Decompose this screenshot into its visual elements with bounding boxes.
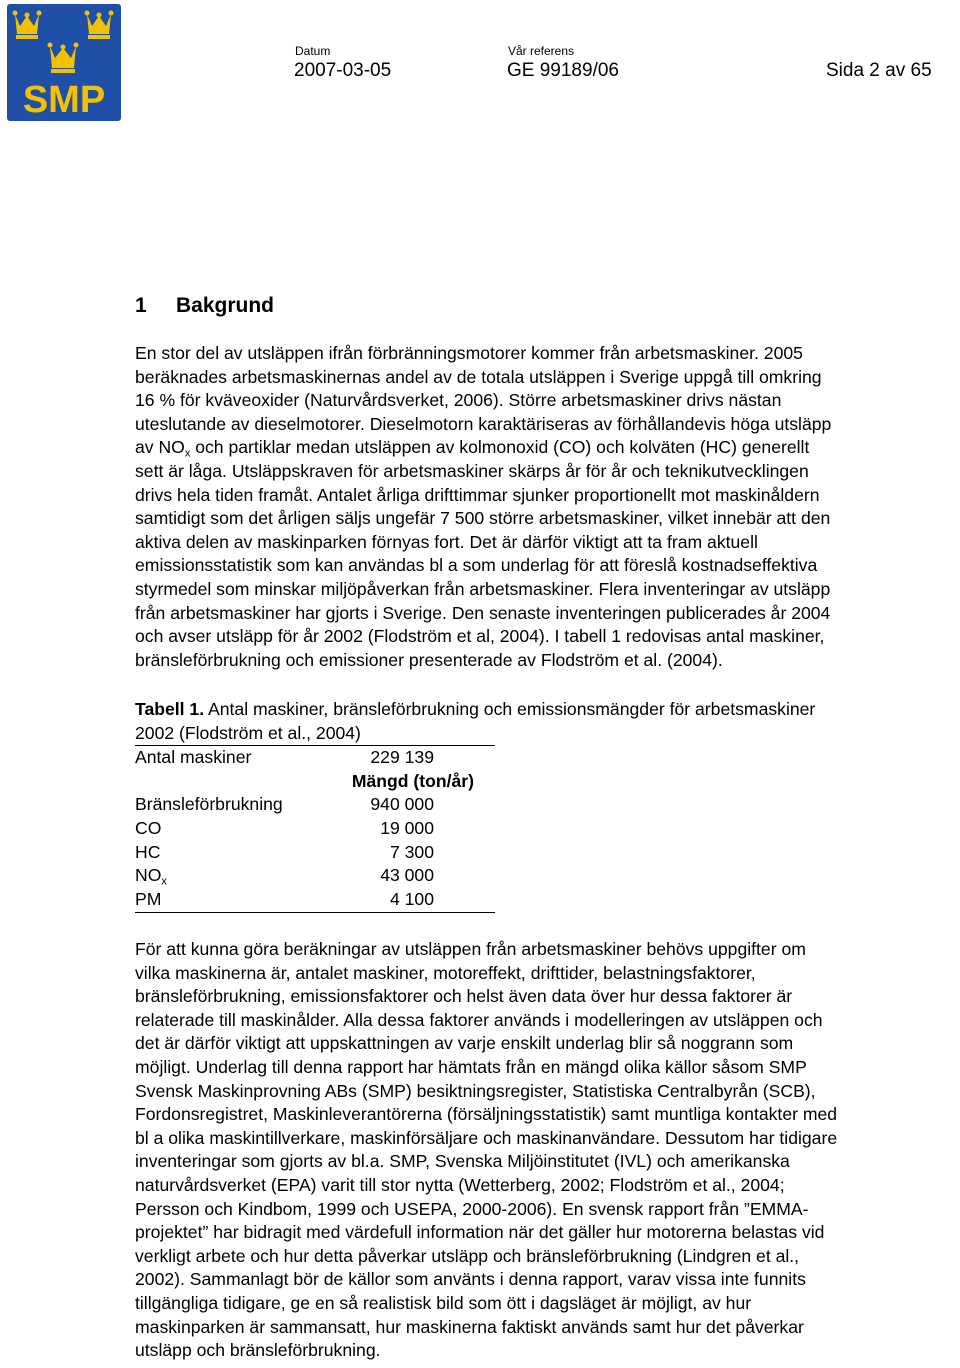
text-line: Fordonsregistret, Maskinleverantörerna (försäljningsstatistik) samt muntliga kontakter med <box>135 1104 838 1125</box>
row-label: HC <box>135 841 161 862</box>
text-line: Persson och Kindbom, 1999 och USEPA, 2000-2006). En svensk rapport från ”EMMA- <box>135 1198 809 1219</box>
text-line: utsläpp och bränsleförbrukning. <box>135 1340 381 1361</box>
text-line: bränsleförbrukning och emissioner presenterade av Flodström et al. (2004). <box>135 649 723 670</box>
row-value: 43 000 <box>380 865 434 886</box>
date-label: Datum <box>295 44 331 58</box>
text-line: drivs hela tiden framåt. Antalet årliga drifttimmar sjunker proportionellt mot maskinåldern <box>135 484 820 505</box>
text-line: styrmedel som minskar miljöpåverkan från arbetsmaskiner. Flera inventeringar av utsläpp <box>135 578 831 599</box>
row-value: 19 000 <box>380 818 434 839</box>
text-line: 2002). Sammanlagt bör de källor som använts i denna rapport, varav vissa inte funnits <box>135 1269 806 1290</box>
table-row <box>135 746 495 770</box>
section-title: Bakgrund <box>176 294 275 317</box>
text-line: inventeringar som gjorts av bl.a. SMP, Svenska Miljöinstitutet (IVL) och amerikanska <box>135 1151 790 1172</box>
reference-value: GE 99189/06 <box>507 60 619 81</box>
section-number: 1 <box>135 294 147 317</box>
page-number: Sida 2 av 65 <box>826 60 932 81</box>
text-line: och avser utsläpp för år 2002 (Flodström et al, 2004). I tabell 1 redovisas antal maskiner, <box>135 626 825 647</box>
row-label: $NO_x$ <box>135 865 167 888</box>
table-row <box>135 864 495 888</box>
text-line: av $NO_x$ och partiklar medan utsläppen av kolmonoxid (CO) och kolväten (HC) generellt <box>135 437 810 460</box>
text-line: samtidigt som det årligen säljs ungefär 7 500 större arbetsmaskiner, vilket innebär att den <box>135 508 831 529</box>
text-line: emissionsstatistik som kan användas bl a som underlag för att föreslå kostnadseffektiva <box>135 555 818 576</box>
row-label: Bränsleförbrukning <box>135 794 283 815</box>
row-value: 7 300 <box>389 841 434 862</box>
table-bottom-rule <box>135 912 495 913</box>
table-caption-text: 2002 (Flodström et al., 2004) <box>135 722 361 743</box>
text-line: aktiva delen av maskinparken förnyas fort. Det är därför viktigt att ta fram aktuell <box>135 531 758 552</box>
table-row <box>135 817 495 841</box>
text-line: bränsleförbrukning, emissionsfaktorer och helst även data över hur dessa faktorer är <box>135 986 793 1007</box>
text-line: beräknades arbetsmaskinernas andel av de totala utsläppen i Sverige uppgå till omkring <box>135 366 822 387</box>
smp-logo <box>7 4 121 121</box>
row-value: 4 100 <box>389 889 434 910</box>
text-line: projektet” har bidragit med värdefull information när det gäller hur motorerna belastas vid <box>135 1222 825 1243</box>
table-caption <box>135 698 815 745</box>
text-line: För att kunna göra beräkningar av utsläppen från arbetsmaskiner behövs uppgifter om <box>135 939 806 959</box>
section-heading <box>135 293 274 319</box>
text-line: sett är låga. Utsläppskraven för arbetsmaskiner skärps år för år och teknikutvecklingen <box>135 460 809 481</box>
text-line: naturvårdsverket (EPA) varit till stor nytta (Wetterberg, 2002; Flodström et al., 2004; <box>135 1174 785 1195</box>
unit-header: Mängd (ton/år) <box>351 770 474 791</box>
text-line: uteslutande av dieselmotorer. Dieselmotorn karaktäriseras av förhållandevis höga utsläpp <box>135 413 832 434</box>
text-line: möjligt. Underlag till denna rapport har hämtats från en mängd olika källor såsom SMP <box>135 1056 807 1077</box>
table-header-row <box>135 770 495 794</box>
date-value: 2007-03-05 <box>294 60 392 81</box>
row-value: 229 139 <box>370 747 434 767</box>
row-value: 940 000 <box>370 794 434 815</box>
table-row <box>135 841 495 865</box>
logo-text: SMP <box>22 79 106 121</box>
table-caption-label: Tabell 1. <box>135 699 205 719</box>
emissions-table <box>135 746 495 912</box>
text-line: vilka maskinerna är, antalet maskiner, motoreffekt, drifttider, belastningsfaktorer, <box>135 962 756 983</box>
text-line: relaterade till maskinålder. Alla dessa faktorer används i modelleringen av utsläppen och <box>135 1009 823 1030</box>
text-line: maskinparken är sammansatt, hur maskinerna faktiskt används samt hur det påverkar <box>135 1316 804 1337</box>
text-line: bl a olika maskintillverkare, maskinförsäljare och maskinanvändare. Dessutom har tidigare <box>135 1127 838 1148</box>
text-line: 16 % för kväveoxider (Naturvårdsverket, 2006). Större arbetsmaskiner drivs nästan <box>135 390 782 411</box>
three-crowns-icon <box>7 4 121 121</box>
table-row <box>135 888 495 912</box>
row-label: PM <box>135 889 162 910</box>
text-line: En stor del av utsläppen ifrån förbränningsmotorer kommer från arbetsmaskiner. 2005 <box>135 343 803 363</box>
background-paragraph <box>135 342 831 672</box>
table-row <box>135 793 495 817</box>
data-sources-paragraph <box>135 938 837 1363</box>
text-line: det är därför viktigt att uppskattningen av varje enskilt underlag blir så noggrann som <box>135 1033 794 1054</box>
row-label: Antal maskiner <box>135 747 252 767</box>
table-caption-text: Antal maskiner, bränsleförbrukning och emissionsmängder för arbetsmaskiner <box>204 699 816 719</box>
row-label: CO <box>135 818 162 839</box>
text-line: tillgängliga tidigare, ge en så realistisk bild som ött i dagsläget är möjligt, av hur <box>135 1292 752 1313</box>
text-line: verkligt arbete och hur detta påverkar utsläpp och bränsleförbrukning (Lindgren et al., <box>135 1245 800 1266</box>
text-line: Svensk Maskinprovning ABs (SMP) besiktningsregister, Statistiska Centralbyrån (SCB), <box>135 1080 816 1101</box>
text-line: från arbetsmaskiner har gjorts i Sverige. Den senaste inventeringen publicerades år 2004 <box>135 602 831 623</box>
reference-label: Vår referens <box>508 44 575 58</box>
